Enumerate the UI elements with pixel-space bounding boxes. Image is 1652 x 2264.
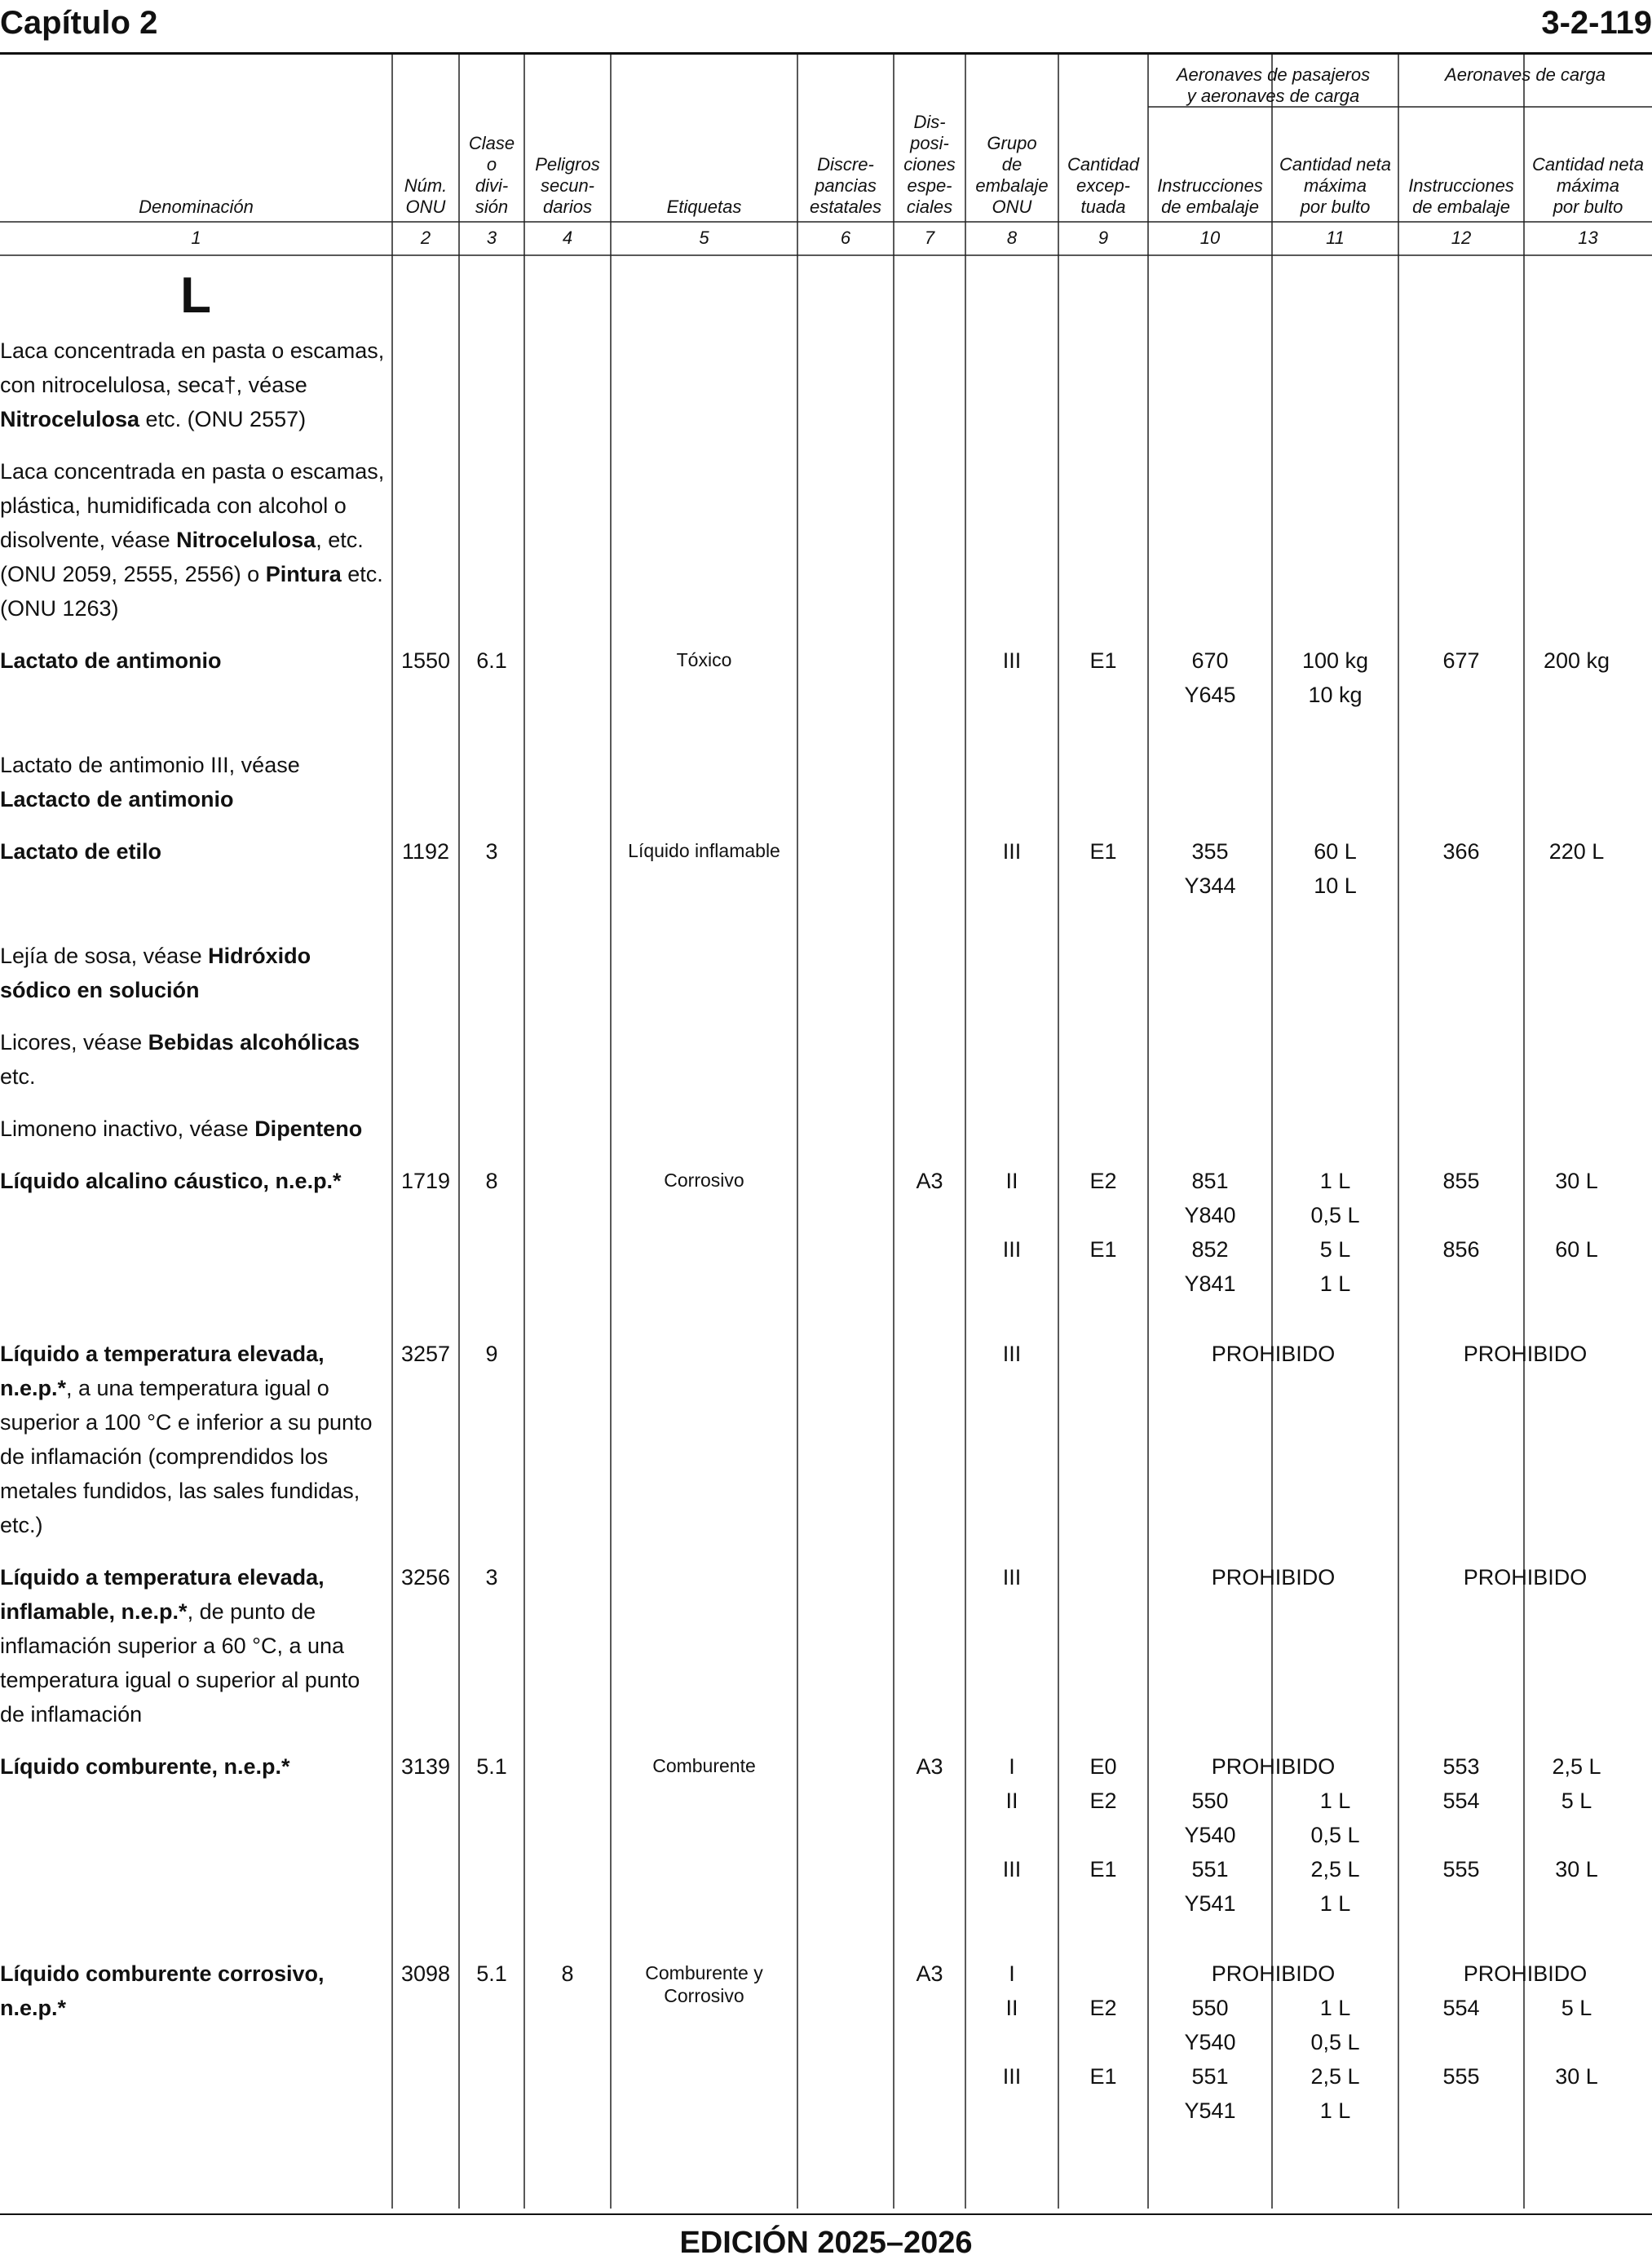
packing-group: II (1005, 1996, 1018, 2020)
class-division: 3 (485, 1565, 498, 1590)
column-number-3: 3 (486, 228, 497, 248)
column-header-13: Cantidad neta máxima por bulto (1532, 154, 1644, 217)
passenger-net-quantity: 1 L (1319, 1169, 1351, 1193)
passenger-net-quantity: 0,5 L (1310, 1203, 1360, 1227)
entry-name (0, 454, 386, 626)
column-number-13: 13 (1578, 228, 1598, 248)
passenger-forbidden: PROHIBIDO (1211, 1754, 1336, 1779)
column-header-6: Discre- pancias estatales (809, 154, 882, 217)
passenger-net-quantity: 1 L (1319, 1891, 1351, 1916)
un-number: 3098 (400, 1961, 451, 1986)
column-header-7: Dis- posi- ciones espe- ciales (903, 112, 956, 217)
entry-name (0, 939, 386, 1007)
entry-name (0, 748, 386, 816)
packing-group: I (1009, 1754, 1015, 1779)
class-division: 3 (485, 839, 498, 864)
entry-name-text: Licores, véase (0, 1030, 148, 1055)
passenger-packing-instruction: Y841 (1184, 1271, 1236, 1296)
secondary-hazard: 8 (561, 1961, 574, 1986)
entry-name-text: etc. (0, 1064, 36, 1089)
hazard-label: Líquido inflamable (628, 840, 780, 861)
passenger-net-quantity: 1 L (1319, 1271, 1351, 1296)
column-number-4: 4 (562, 228, 573, 248)
cargo-net-quantity: 30 L (1555, 1857, 1598, 1882)
entry-name (0, 1957, 386, 2025)
excepted-quantity: E1 (1089, 839, 1117, 864)
cargo-net-quantity: 5 L (1561, 1789, 1592, 1813)
entry-name-text: etc. (ONU 1263) (0, 562, 383, 621)
excepted-quantity: E0 (1089, 1754, 1117, 1779)
excepted-quantity: E1 (1089, 1857, 1117, 1882)
passenger-net-quantity: 1 L (1319, 1789, 1351, 1813)
passenger-packing-instruction: Y541 (1184, 1891, 1236, 1916)
column-number-10: 10 (1199, 228, 1221, 248)
passenger-packing-instruction: 852 (1191, 1237, 1229, 1262)
packing-group: II (1005, 1169, 1018, 1193)
entry-name-bold: Hidróxido sódico en solución (0, 944, 311, 1002)
packing-group: I (1009, 1961, 1015, 1986)
entry-name-bold: Bebidas alcohólicas (148, 1030, 360, 1055)
passenger-packing-instruction: 550 (1191, 1996, 1229, 2020)
entry-name-bold: Líquido comburente, n.e.p.* (0, 1754, 290, 1779)
passenger-packing-instruction: Y541 (1184, 2098, 1236, 2123)
cargo-net-quantity: 60 L (1555, 1237, 1598, 1262)
passenger-net-quantity: 2,5 L (1310, 2064, 1360, 2089)
cargo-packing-instruction: 554 (1442, 1789, 1480, 1813)
passenger-net-quantity: 100 kg (1301, 648, 1369, 673)
cargo-net-quantity: 2,5 L (1552, 1754, 1601, 1779)
passenger-packing-instruction: 355 (1191, 839, 1229, 864)
packing-group: III (1002, 1857, 1022, 1882)
cargo-packing-instruction: 855 (1442, 1169, 1480, 1193)
passenger-packing-instruction: 551 (1191, 1857, 1229, 1882)
cargo-net-quantity: 200 kg (1543, 648, 1610, 673)
entry-name-text: , a una temperatura igual o superior a 100 °C e inferior a su punto de inflamación (comprendidos los metales fundidos, las sales fundidas, etc.) (0, 1376, 373, 1537)
entry-name-bold: Lactacto de antimonio (0, 787, 234, 811)
column-number-8: 8 (1006, 228, 1018, 248)
entry-name-bold: Lactato de etilo (0, 839, 162, 864)
entry-name-text: , de punto de inflamación superior a 60 °C, a una temperatura igual o superior al punto de inflamación (0, 1599, 360, 1727)
hazard-label: Comburente y Corrosivo (645, 1962, 763, 2006)
entry-name-bold: Líquido comburente corrosivo, n.e.p.* (0, 1961, 325, 2020)
special-provision: A3 (916, 1961, 943, 1986)
entry-name-text: Laca concentrada en pasta o escamas, con nitrocelulosa, seca†, véase (0, 338, 385, 397)
entry-name-text: Limoneno inactivo, véase (0, 1117, 255, 1141)
entry-name-bold: Nitrocelulosa (176, 528, 316, 552)
entry-name (0, 643, 386, 678)
chapter-title: Capítulo 2 (0, 5, 158, 41)
entry-name-bold: Líquido a temperatura elevada, n.e.p.* (0, 1342, 325, 1400)
entry-name-bold: Lactato de antimonio (0, 648, 222, 673)
special-provision: A3 (916, 1169, 943, 1193)
un-number: 1192 (401, 839, 450, 864)
entry-name-text: , etc. (ONU 2059, 2555, 2556) o (0, 528, 364, 586)
column-number-5: 5 (699, 228, 709, 248)
entry-name-bold: Dipenteno (254, 1117, 363, 1141)
excepted-quantity: E2 (1089, 1169, 1117, 1193)
passenger-forbidden: PROHIBIDO (1211, 1342, 1336, 1366)
packing-group: III (1002, 1565, 1022, 1590)
entry-name (0, 1337, 386, 1542)
passenger-forbidden: PROHIBIDO (1211, 1565, 1336, 1590)
column-number-11: 11 (1326, 228, 1345, 248)
column-number-7: 7 (924, 228, 935, 248)
class-division: 9 (485, 1342, 498, 1366)
excepted-quantity: E2 (1089, 1789, 1117, 1813)
cargo-packing-instruction: 366 (1442, 839, 1480, 864)
un-number: 1719 (400, 1169, 451, 1193)
un-number: 3256 (400, 1565, 451, 1590)
passenger-packing-instruction: 551 (1191, 2064, 1229, 2089)
passenger-net-quantity: 0,5 L (1310, 1823, 1360, 1847)
column-header-3: Clase o divi- sión (468, 133, 515, 217)
passenger-packing-instruction: 851 (1191, 1169, 1229, 1193)
column-header-10: Instrucciones de embalaje (1157, 175, 1263, 217)
passenger-packing-instruction: Y344 (1184, 873, 1236, 898)
passenger-packing-instruction: Y645 (1184, 683, 1236, 707)
entry-name (0, 1112, 386, 1146)
un-number: 3139 (400, 1754, 451, 1779)
passenger-packing-instruction: 670 (1191, 648, 1229, 673)
packing-group: III (1002, 1342, 1022, 1366)
packing-group: III (1002, 839, 1022, 864)
cargo-packing-instruction: 555 (1442, 1857, 1480, 1882)
hazard-label: Comburente (652, 1755, 756, 1776)
passenger-net-quantity: 2,5 L (1310, 1857, 1360, 1882)
cargo-packing-instruction: 553 (1442, 1754, 1480, 1779)
entry-name (0, 1164, 386, 1198)
section-letter: L (180, 268, 211, 324)
packing-group: III (1002, 1237, 1022, 1262)
cargo-packing-instruction: 677 (1442, 648, 1480, 673)
excepted-quantity: E1 (1089, 1237, 1117, 1262)
entry-name-text: Lejía de sosa, véase (0, 944, 209, 968)
entry-name (0, 1749, 386, 1784)
entry-name-text: Laca concentrada en pasta o escamas, plástica, humidificada con alcohol o disolvente, véase (0, 459, 385, 552)
column-header-8: Grupo de embalaje ONU (975, 133, 1049, 217)
entry-name (0, 1025, 386, 1094)
passenger-forbidden: PROHIBIDO (1211, 1961, 1336, 1986)
column-header-1: Denominación (139, 197, 254, 217)
class-division: 6.1 (476, 648, 507, 673)
entry-name-bold: Líquido alcalino cáustico, n.e.p.* (0, 1169, 342, 1193)
entry-name (0, 834, 386, 869)
un-number: 1550 (400, 648, 451, 673)
group-header-passenger: Aeronaves de pasajeros y aeronaves de carga (1176, 64, 1371, 106)
packing-group: III (1002, 648, 1022, 673)
passenger-net-quantity: 60 L (1314, 839, 1357, 864)
passenger-packing-instruction: Y540 (1184, 2030, 1236, 2054)
edition-footer: EDICIÓN 2025–2026 (679, 2226, 973, 2260)
column-header-4: Peligros secun- darios (535, 154, 600, 217)
cargo-forbidden: PROHIBIDO (1463, 1565, 1588, 1590)
cargo-net-quantity: 30 L (1555, 1169, 1598, 1193)
entry-name-bold: Pintura (265, 562, 342, 586)
passenger-packing-instruction: Y540 (1184, 1823, 1236, 1847)
column-header-11: Cantidad neta máxima por bulto (1279, 154, 1391, 217)
hazard-label: Tóxico (676, 649, 732, 670)
excepted-quantity: E2 (1089, 1996, 1117, 2020)
packing-group: III (1002, 2064, 1022, 2089)
passenger-net-quantity: 0,5 L (1310, 2030, 1360, 2054)
passenger-net-quantity: 5 L (1319, 1237, 1351, 1262)
group-header-cargo: Aeronaves de carga (1445, 64, 1606, 85)
column-number-1: 1 (191, 228, 201, 248)
page-number: 3-2-119 (1541, 5, 1652, 41)
dangerous-goods-table (0, 55, 1652, 2209)
passenger-net-quantity: 1 L (1319, 1996, 1351, 2020)
column-number-9: 9 (1098, 228, 1109, 248)
cargo-packing-instruction: 856 (1442, 1237, 1480, 1262)
passenger-net-quantity: 10 L (1314, 873, 1357, 898)
passenger-net-quantity: 10 kg (1308, 683, 1363, 707)
entry-name (0, 334, 386, 436)
cargo-forbidden: PROHIBIDO (1463, 1342, 1588, 1366)
packing-group: II (1005, 1789, 1018, 1813)
special-provision: A3 (916, 1754, 943, 1779)
cargo-net-quantity: 5 L (1561, 1996, 1592, 2020)
cargo-net-quantity: 30 L (1555, 2064, 1598, 2089)
entry-name-bold: Nitrocelulosa (0, 407, 140, 431)
column-number-12: 12 (1451, 228, 1472, 248)
class-division: 5.1 (476, 1754, 507, 1779)
cargo-net-quantity: 220 L (1548, 839, 1605, 864)
entry-name-text: etc. (ONU 2557) (139, 407, 307, 431)
column-number-6: 6 (840, 228, 851, 248)
entry-name-text: Lactato de antimonio III, véase (0, 753, 300, 777)
cargo-packing-instruction: 554 (1442, 1996, 1480, 2020)
hazard-label: Corrosivo (664, 1170, 744, 1191)
excepted-quantity: E1 (1089, 648, 1117, 673)
passenger-packing-instruction: 550 (1191, 1789, 1229, 1813)
class-division: 8 (485, 1169, 498, 1193)
class-division: 5.1 (476, 1961, 507, 1986)
column-header-12: Instrucciones de embalaje (1408, 175, 1514, 217)
excepted-quantity: E1 (1089, 2064, 1117, 2089)
entry-name (0, 1560, 386, 1731)
passenger-net-quantity: 1 L (1319, 2098, 1351, 2123)
passenger-packing-instruction: Y840 (1184, 1203, 1236, 1227)
column-header-5: Etiquetas (666, 197, 742, 217)
cargo-forbidden: PROHIBIDO (1463, 1961, 1588, 1986)
un-number: 3257 (400, 1342, 451, 1366)
entry-name-bold: Líquido a temperatura elevada, inflamable, n.e.p.* (0, 1565, 325, 1624)
column-header-2: Núm. ONU (404, 175, 448, 217)
footer-rule (0, 2213, 1652, 2215)
column-number-2: 2 (420, 228, 431, 248)
column-header-9: Cantidad excep- tuada (1067, 154, 1140, 217)
cargo-packing-instruction: 555 (1442, 2064, 1480, 2089)
